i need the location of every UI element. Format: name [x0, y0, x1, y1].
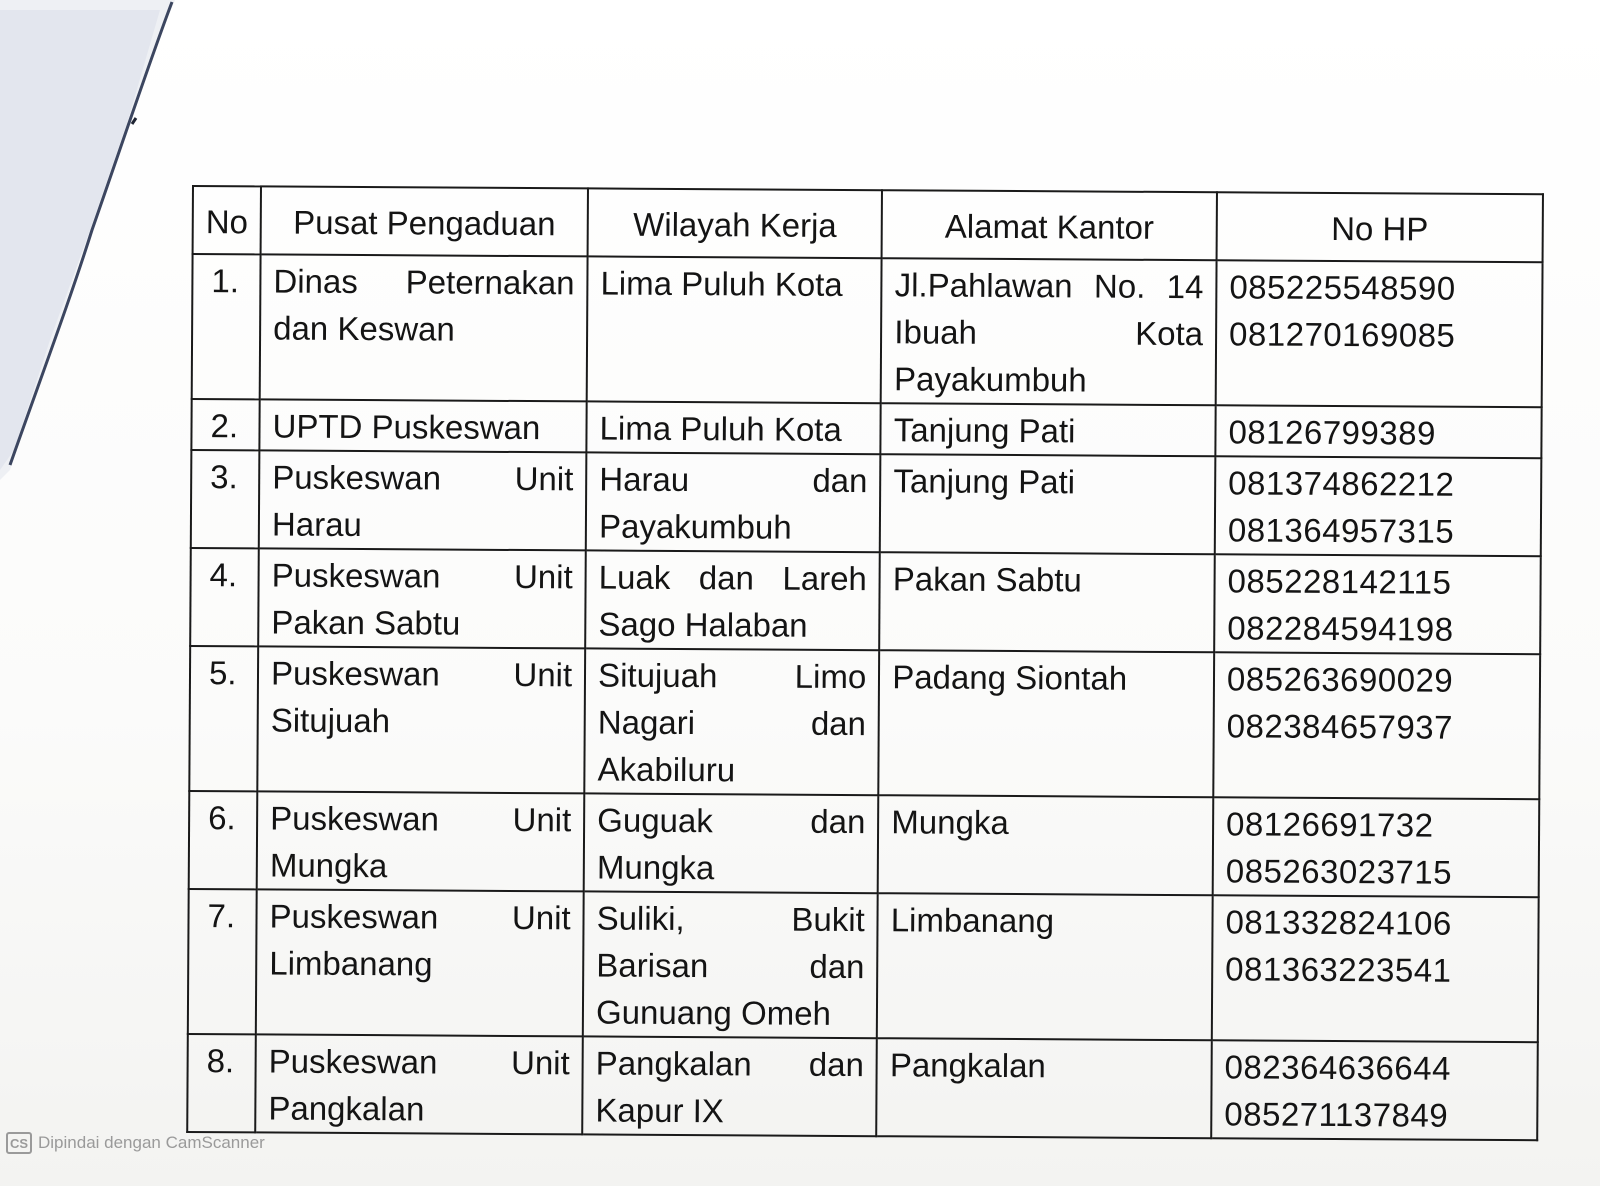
camscanner-logo-icon: CS: [6, 1132, 32, 1154]
wilayah-kerja-cell: Pangkalan dan Kapur IX: [582, 1036, 877, 1136]
phone-number: 082364636644: [1224, 1048, 1451, 1087]
header-no: No: [193, 186, 261, 254]
pusat-pengaduan-cell: Puskeswan Unit Situjuah: [257, 646, 585, 793]
phone-number: 081363223541: [1225, 950, 1452, 989]
table-row: [190, 548, 1541, 654]
header-pusat-pengaduan: Pusat Pengaduan: [261, 186, 588, 256]
no-hp-cell: [1212, 895, 1539, 1042]
phone-number: 085263023715: [1225, 852, 1453, 891]
alamat-kantor-cell: Pakan Sabtu: [879, 552, 1214, 652]
wilayah-kerja-cell: Lima Puluh Kota: [586, 401, 880, 454]
pusat-pengaduan-cell: Dinas Peternakan dan Keswan: [260, 254, 588, 401]
wilayah-kerja-cell: Luak dan Lareh Sago Halaban: [585, 550, 880, 650]
row-number: 6.: [189, 791, 258, 889]
wilayah-kerja-cell: Harau dan Payakumbuh: [586, 452, 881, 552]
table-row: [189, 791, 1540, 897]
table-row: [187, 1034, 1538, 1140]
phone-number: 081270169085: [1228, 315, 1456, 354]
complaint-center-table: [186, 185, 1544, 1141]
no-hp-cell: [1213, 797, 1540, 897]
no-hp-cell: [1211, 1040, 1538, 1140]
phone-number: 085263690029: [1226, 660, 1454, 699]
row-number: 2.: [191, 399, 259, 450]
pusat-pengaduan-cell: Puskeswan Unit Pakan Sabtu: [258, 548, 586, 648]
table-row: [191, 450, 1542, 556]
row-number: 5.: [189, 646, 258, 791]
row-number: 8.: [187, 1034, 256, 1132]
pusat-pengaduan-cell: Puskeswan Unit Limbanang: [256, 889, 584, 1036]
header-wilayah-kerja: Wilayah Kerja: [588, 188, 883, 258]
camscanner-watermark: [6, 1129, 265, 1157]
page-edge-shadow: [0, 0, 220, 480]
alamat-kantor-cell: Tanjung Pati: [880, 454, 1215, 554]
wilayah-kerja-cell: Suliki, Bukit Barisan dan Gunuang Omeh: [583, 891, 878, 1038]
no-hp-cell: [1213, 652, 1540, 799]
no-hp-cell: [1214, 554, 1541, 654]
pusat-pengaduan-cell: Puskeswan Unit Mungka: [257, 791, 585, 891]
pusat-pengaduan-cell: Puskeswan Unit Pangkalan: [255, 1034, 583, 1134]
no-hp-cell: [1215, 405, 1541, 458]
alamat-kantor-cell: Limbanang: [877, 893, 1213, 1040]
alamat-kantor-cell: Tanjung Pati: [881, 403, 1216, 456]
table-header-row: [193, 186, 1543, 262]
alamat-kantor-cell: Pangkalan: [876, 1038, 1211, 1138]
wilayah-kerja-cell: Lima Puluh Kota: [587, 256, 882, 403]
table-row: [188, 889, 1539, 1042]
pusat-pengaduan-cell: UPTD Puskeswan: [259, 399, 586, 452]
phone-number: 081332824106: [1225, 903, 1452, 942]
table-row: [189, 646, 1540, 799]
phone-number: 082284594198: [1227, 609, 1454, 648]
alamat-kantor-cell: Mungka: [878, 795, 1213, 895]
pusat-pengaduan-cell: Puskeswan Unit Harau: [259, 450, 587, 550]
phone-number: 08126691732: [1226, 805, 1434, 844]
header-alamat-kantor: Alamat Kantor: [882, 190, 1217, 260]
table-row: [192, 254, 1543, 407]
phone-number: 085271137849: [1224, 1095, 1449, 1134]
row-number: 1.: [192, 254, 261, 399]
no-hp-cell: [1216, 260, 1543, 407]
alamat-kantor-cell: Padang Siontah: [879, 650, 1215, 797]
row-number: 4.: [190, 548, 259, 646]
no-hp-cell: [1215, 456, 1542, 556]
phone-number: 085228142115: [1227, 562, 1452, 601]
phone-number: 081374862212: [1228, 464, 1455, 503]
phone-number: 082384657937: [1226, 707, 1454, 746]
phone-number: 081364957315: [1227, 511, 1455, 550]
wilayah-kerja-cell: Guguak dan Mungka: [584, 793, 879, 893]
row-number: 3.: [191, 450, 260, 548]
watermark-text: Dipindai dengan CamScanner: [38, 1133, 265, 1152]
table-row: [191, 399, 1541, 458]
row-number: 7.: [188, 889, 257, 1034]
phone-number: 085225548590: [1229, 268, 1456, 307]
phone-number: 08126799389: [1228, 413, 1437, 452]
wilayah-kerja-cell: Situjuah Limo Nagari dan Akabiluru: [584, 648, 879, 795]
header-no-hp: No HP: [1217, 192, 1543, 262]
alamat-kantor-cell: Jl.Pahlawan No. 14 Ibuah Kota Payakumbuh: [881, 258, 1217, 405]
